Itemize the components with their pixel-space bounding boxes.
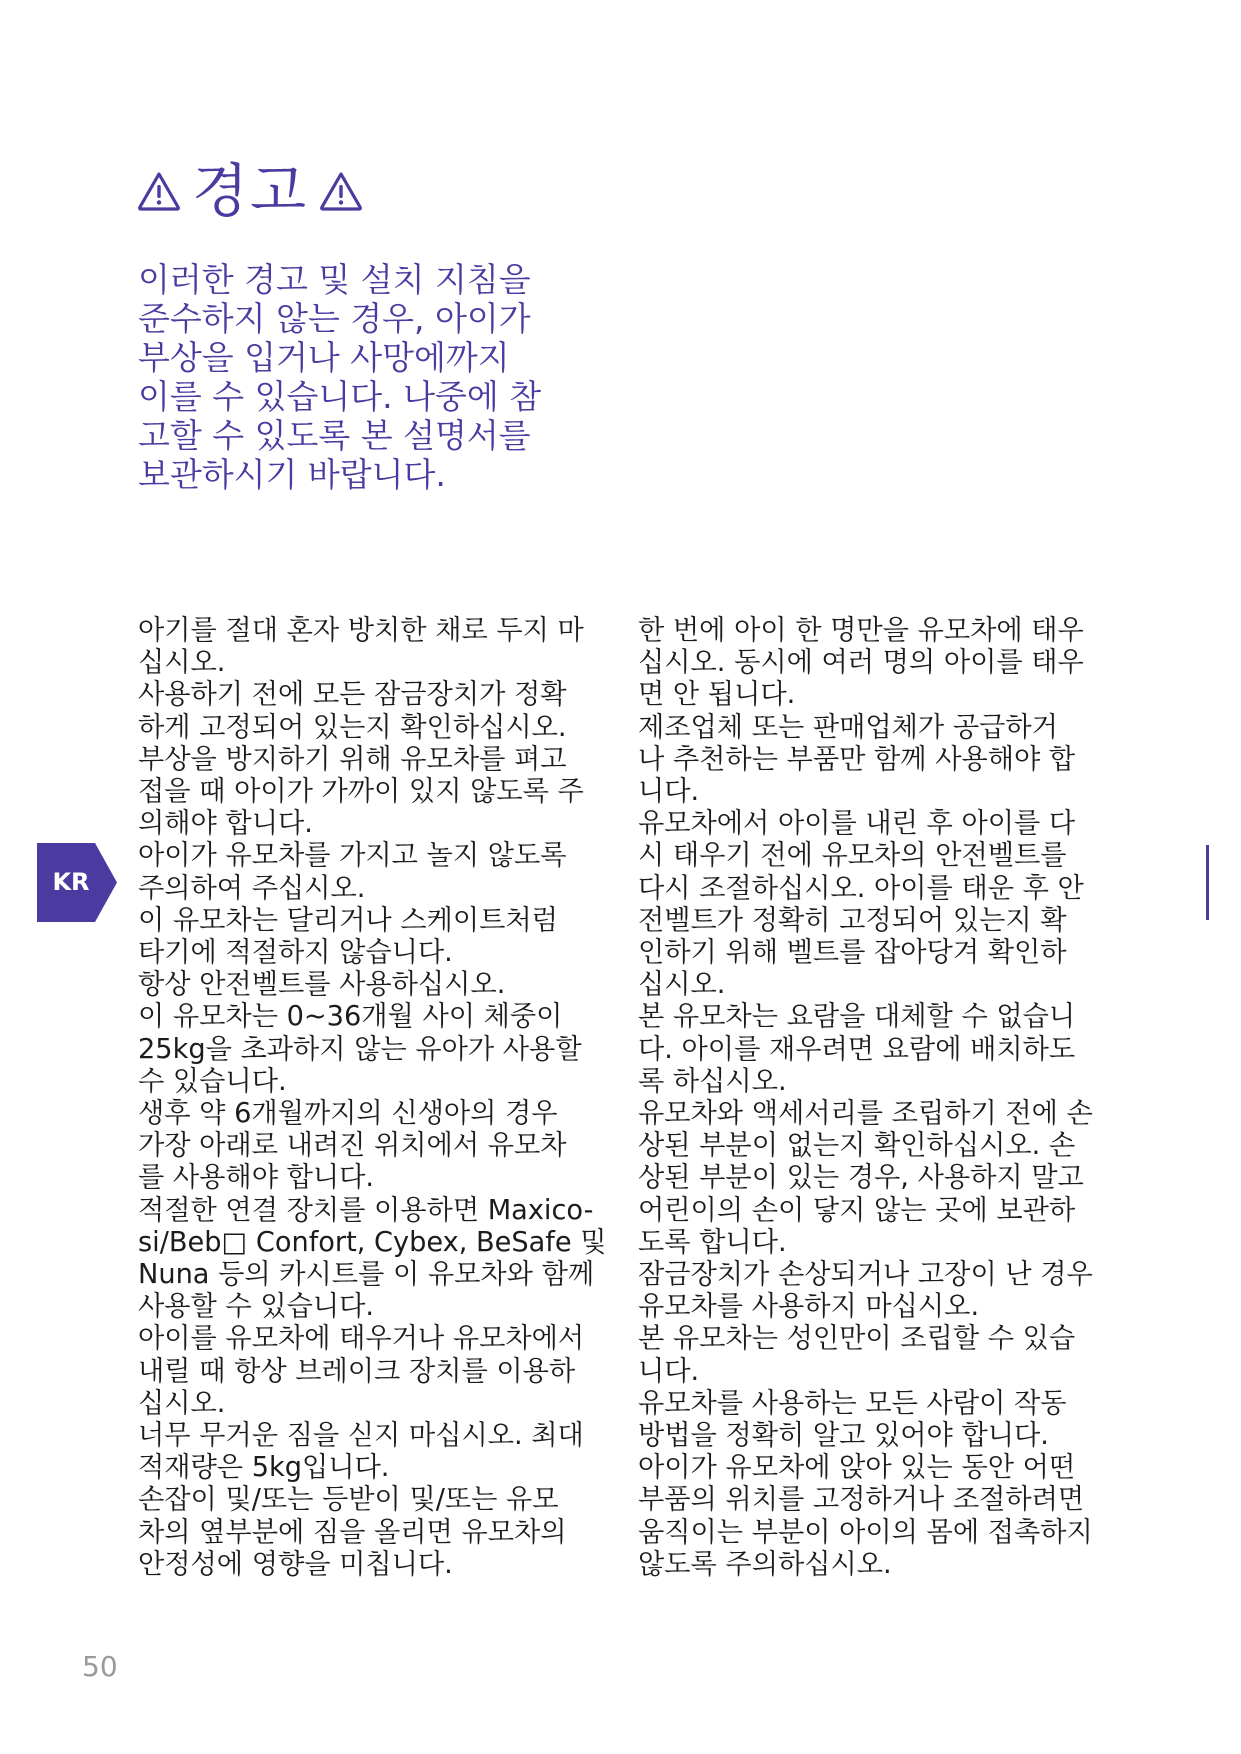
text-line: 다. 아이를 재우려면 요람에 배치하도	[638, 1033, 1076, 1065]
text-line: 손잡이 및/또는 등받이 및/또는 유모	[138, 1484, 559, 1516]
intro-line: 준수하지 않는 경우, 아이가	[138, 299, 531, 338]
text-line: 전벨트가 정확히 고정되어 있는지 확	[638, 904, 1067, 936]
text-line: 적재량은 5kg입니다.	[138, 1452, 390, 1484]
right-column-text	[638, 615, 1118, 1581]
text-line: 않도록 주의하십시오.	[638, 1548, 892, 1580]
text-line: 수 있습니다.	[138, 1065, 287, 1097]
text-line: 방법을 정확히 알고 있어야 합니다.	[638, 1420, 1049, 1452]
text-line: 를 사용해야 합니다.	[138, 1162, 375, 1194]
intro-line: 이를 수 있습니다. 나중에 참	[138, 377, 542, 416]
text-line: 너무 무거운 짐을 싣지 마십시오. 최대	[138, 1420, 584, 1452]
language-tab	[37, 843, 117, 922]
text-line: 의해야 합니다.	[138, 808, 313, 840]
text-line: 아기를 절대 혼자 방치한 채로 두지 마	[138, 615, 584, 646]
text-line: 유모차를 사용하지 마십시오.	[638, 1291, 980, 1323]
intro-line: 이러한 경고 및 설치 지침을	[138, 260, 531, 299]
text-line: 십시오. 동시에 여러 명의 아이를 태우	[638, 647, 1084, 679]
text-line: 움직이는 부분이 아이의 몸에 접촉하지	[638, 1516, 1093, 1548]
text-line: 아이가 유모차를 가지고 놀지 않도록	[138, 840, 567, 872]
text-line: 이 유모차는 달리거나 스케이트처럼	[138, 904, 558, 936]
text-line: 부품의 위치를 고정하거나 조절하려면	[638, 1484, 1085, 1516]
text-line: 나 추천하는 부품만 함께 사용해야 합	[638, 743, 1076, 775]
left-column-text	[138, 615, 618, 1581]
warning-triangle-icon	[136, 170, 182, 212]
intro-line: 고할 수 있도록 본 설명서를	[138, 416, 531, 455]
text-line: 인하기 위해 벨트를 잡아당겨 확인하	[638, 937, 1067, 969]
text-line: 십시오.	[638, 969, 726, 1001]
text-line: 유모차를 사용하는 모든 사람이 작동	[638, 1387, 1067, 1419]
intro-warning-text	[138, 260, 578, 494]
language-tab-label: KR	[52, 868, 90, 896]
warning-triangle-icon	[318, 170, 364, 212]
text-line: si/Beb□ Confort, Cybex, BeSafe 및	[138, 1226, 607, 1258]
text-line: 어린이의 손이 닿지 않는 곳에 보관하	[638, 1194, 1076, 1226]
text-line: Nuna 등의 카시트를 이 유모차와 함께	[138, 1259, 595, 1291]
text-line: 본 유모차는 요람을 대체할 수 없습니	[638, 1001, 1076, 1033]
text-line: 십시오.	[138, 1387, 226, 1419]
text-line: 상된 부분이 없는지 확인하십시오. 손	[638, 1130, 1076, 1162]
text-line: 차의 옆부분에 짐을 올리면 유모차의	[138, 1516, 567, 1548]
text-line: 타기에 적절하지 않습니다.	[138, 937, 453, 969]
text-line: 니다.	[638, 1355, 700, 1387]
text-line: 생후 약 6개월까지의 신생아의 경우	[138, 1098, 558, 1130]
text-line: 하게 고정되어 있는지 확인하십시오.	[138, 711, 567, 743]
text-line: 안정성에 영향을 미칩니다.	[138, 1548, 453, 1580]
page-edge-marker	[1206, 845, 1209, 920]
heading-title: 경고	[192, 157, 309, 225]
text-line: 잠금장치가 손상되거나 고장이 난 경우	[638, 1259, 1093, 1291]
text-line: 아이를 유모차에 태우거나 유모차에서	[138, 1323, 585, 1355]
text-line: 사용하기 전에 모든 잠금장치가 정확	[138, 679, 567, 711]
intro-line: 부상을 입거나 사망에까지	[138, 338, 510, 377]
text-line: 적절한 연결 장치를 이용하면 Maxico-	[138, 1194, 594, 1226]
text-line: 십시오.	[138, 647, 226, 679]
text-line: 가장 아래로 내려진 위치에서 유모차	[138, 1130, 567, 1162]
text-line: 시 태우기 전에 유모차의 안전벨트를	[638, 840, 1067, 872]
text-line: 사용할 수 있습니다.	[138, 1291, 375, 1323]
text-line: 유모차에서 아이를 내린 후 아이를 다	[638, 808, 1076, 840]
text-line: 접을 때 아이가 가까이 있지 않도록 주	[138, 776, 584, 808]
text-line: 한 번에 아이 한 명만을 유모차에 태우	[638, 615, 1084, 646]
text-line: 록 하십시오.	[638, 1065, 787, 1097]
text-line: 도록 합니다.	[638, 1226, 787, 1258]
text-line: 상된 부분이 있는 경우, 사용하지 말고	[638, 1162, 1084, 1194]
text-line: 면 안 됩니다.	[638, 679, 796, 711]
page-number: 50	[82, 1650, 118, 1683]
text-line: 내릴 때 항상 브레이크 장치를 이용하	[138, 1355, 576, 1387]
intro-line: 보관하시기 바랍니다.	[138, 455, 446, 494]
text-line: 다시 조절하십시오. 아이를 태운 후 안	[638, 872, 1084, 904]
text-line: 이 유모차는 0~36개월 사이 체중이	[138, 1001, 563, 1033]
text-line: 부상을 방지하기 위해 유모차를 펴고	[138, 743, 567, 775]
text-line: 유모차와 액세서리를 조립하기 전에 손	[638, 1098, 1093, 1130]
text-line: 항상 안전벨트를 사용하십시오.	[138, 969, 506, 1001]
text-line: 본 유모차는 성인만이 조립할 수 있습	[638, 1323, 1076, 1355]
text-line: 아이가 유모차에 앉아 있는 동안 어떤	[638, 1452, 1076, 1484]
text-line: 제조업체 또는 판매업체가 공급하거	[638, 711, 1058, 743]
text-line: 25kg을 초과하지 않는 유아가 사용할	[138, 1033, 582, 1065]
warning-heading	[136, 157, 364, 225]
text-line: 주의하여 주십시오.	[138, 872, 366, 904]
text-line: 니다.	[638, 776, 700, 808]
